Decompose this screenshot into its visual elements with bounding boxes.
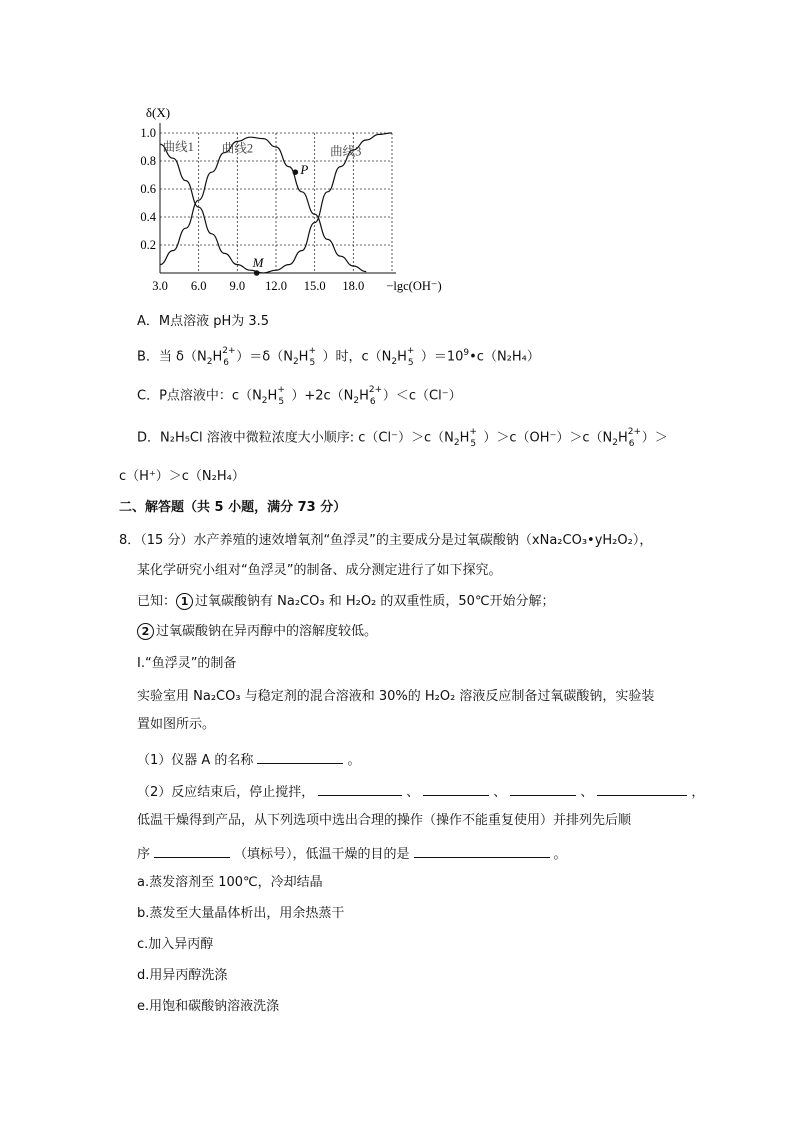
exp-line2: 置如图所示。: [137, 717, 216, 732]
point-P: [293, 169, 299, 175]
option-d-continued: c（H⁺）＞c（N₂H₄）: [119, 469, 245, 484]
choice-b: b.蒸发至大量晶体析出，用余热蒸干: [137, 906, 345, 921]
option-c: C．P点溶液中：$c(N_2H$ + 5 ）$+2c(N_2H$ 2+ 6 ）＜c（Cl⁻）: [137, 385, 462, 407]
choice-a: a.蒸发溶剂至 100℃，冷却结晶: [137, 875, 323, 890]
x-tick-label: 15.0: [303, 279, 326, 293]
exp-line1: 实验室用 Na₂CO₃ 与稳定剂的混合溶液和 30%的 H₂O₂ 溶液反应制备过氧碳酸钠，实验装: [137, 689, 655, 704]
answer-blank[interactable]: [318, 781, 402, 796]
answer-blank[interactable]: [510, 781, 576, 796]
x-tick-label: 12.0: [265, 279, 287, 293]
sub-question-1: （1）仪器 A 的名称 。: [137, 749, 360, 770]
y-tick-label: 0.2: [140, 238, 156, 252]
point-label: P: [300, 162, 309, 178]
series-label: 曲线2: [221, 141, 254, 156]
option-b: B．当 $\delta(N_2H$ 2+ 6 ）$=\delta(N_2H$ + 5 ）时，$c(N_2H$ + 5 ）$=10^9•c(N_2H_4)$: [137, 345, 540, 368]
distribution-chart: [120, 95, 460, 305]
series-label: 曲线3: [330, 144, 362, 159]
x-tick-label: 3.0: [152, 279, 168, 293]
answer-blank[interactable]: [423, 781, 489, 796]
q8-line2: 某化学研究小组对“鱼浮灵”的制备、成分测定进行了如下探究。: [137, 563, 502, 578]
sub-question-2: （2）反应结束后，停止搅拌， 、 、 、 ，: [137, 781, 704, 802]
part1-title: Ⅰ.“鱼浮灵”的制备: [137, 656, 237, 671]
option-d: D．N₂H₅Cl 溶液中微粒浓度大小顺序: $c(Cl^-)>c(N_2H$ + 5 ）$>c(OH^-)>c(N_2H$ 2+ 6 ）＞: [137, 427, 668, 449]
choice-c: c.加入异丙醇: [137, 937, 214, 952]
series-line-3: [263, 133, 392, 273]
section-title: 二、解答题（共 5 小题，满分 73 分）: [119, 500, 347, 515]
x-axis-label: −lgc(OH⁻): [386, 279, 442, 293]
answer-blank[interactable]: [597, 781, 687, 796]
choice-e: e.用饱和碳酸钠溶液洗涤: [137, 999, 280, 1014]
sub-question-2-line3: 序 （填标号），低温干燥的目的是 。: [137, 843, 567, 864]
answer-blank[interactable]: [154, 843, 230, 858]
answer-blank[interactable]: [414, 843, 550, 858]
x-tick-label: 9.0: [229, 279, 246, 293]
option-a: A．M点溶液 pH为 3.5: [137, 314, 270, 329]
x-tick-label: 6.0: [190, 279, 207, 293]
y-tick-label: 0.8: [140, 154, 156, 168]
point-label: M: [252, 255, 264, 270]
circled-2-icon: 2: [137, 623, 154, 640]
x-tick-label: 18.0: [342, 279, 365, 293]
y-tick-label: 0.6: [140, 182, 156, 196]
y-tick-label: 0.4: [140, 210, 156, 224]
sub-question-2-line2: 低温干燥得到产品，从下列选项中选出合理的操作（操作不能重复使用）并排列先后顺: [137, 813, 632, 828]
y-tick-label: 1.0: [140, 126, 156, 140]
series-label: 曲线1: [162, 140, 194, 155]
series-line-1: [160, 144, 263, 273]
circled-1-icon: 1: [176, 593, 193, 610]
q8-known1: 已知： 1 过氧碳酸钠有 Na₂CO₃ 和 H₂O₂ 的双重性质，50℃开始分解；: [137, 594, 555, 609]
q8-known2: 2 过氧碳酸钠在异丙醇中的溶解度较低。: [137, 623, 377, 641]
choice-d: d.用异丙醇洗涤: [137, 968, 228, 983]
y-axis-label: δ(X): [145, 105, 171, 120]
answer-blank[interactable]: [257, 749, 343, 764]
q8-line1: 8．（15 分）水产养殖的速效增氧剂“鱼浮灵”的主要成分是过氧碳酸钠（xNa₂CO₃•yH₂O₂），: [119, 533, 653, 548]
point-M: [254, 270, 260, 276]
